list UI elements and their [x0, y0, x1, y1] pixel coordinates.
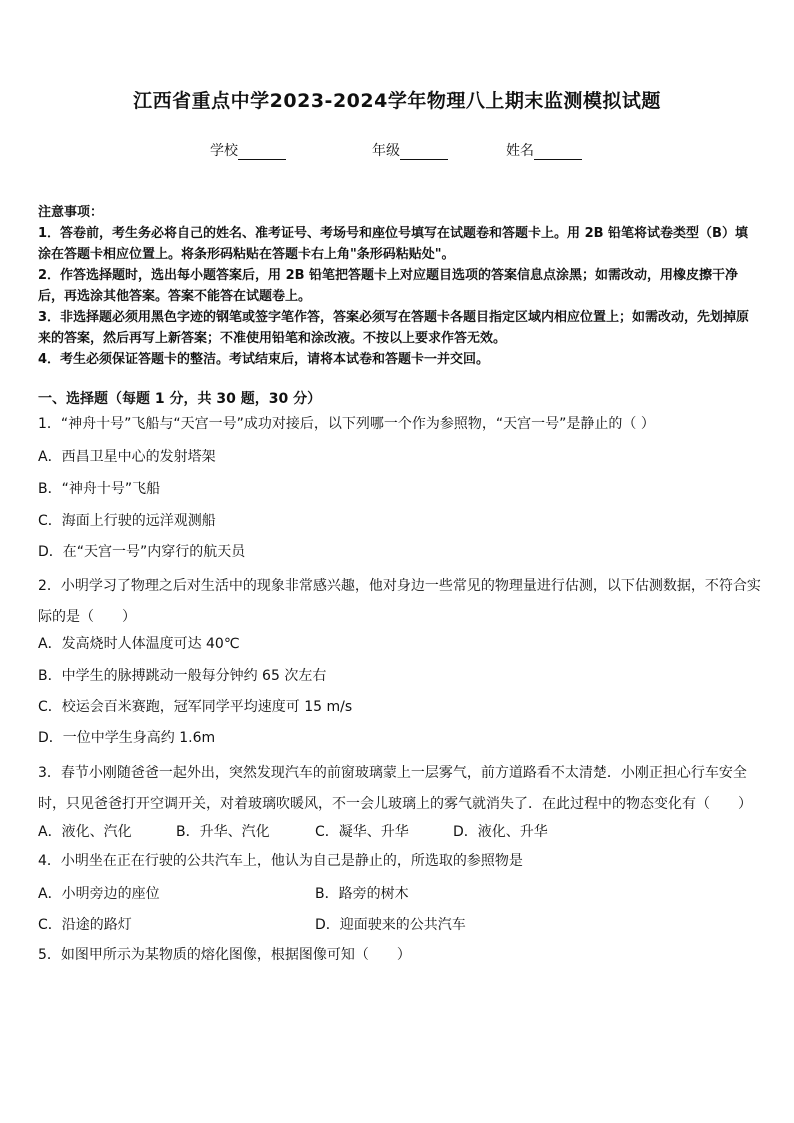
question-2-option-c: C．校运会百米赛跑，冠军同学平均速度可 15 m/s — [38, 699, 353, 715]
question-2-option-a: A．发高烧时人体温度可达 40℃ — [38, 636, 240, 652]
school-field — [210, 140, 286, 160]
question-3-option-a: A．液化、汽化 — [38, 824, 132, 840]
question-3-option-d: D．液化、升华 — [453, 824, 548, 840]
school-label: 学校 — [210, 143, 238, 159]
notes-heading: 注意事项： — [38, 205, 104, 220]
question-1-option-b: B．“神舟十号”飞船 — [38, 481, 161, 497]
question-5-stem: 5．如图甲所示为某物质的熔化图像，根据图像可知（ ） — [38, 947, 411, 963]
note-item: 3．非选择题必须用黑色字迹的钢笔或签字笔作答，答案必须写在答题卡各题目指定区域内相应位置上；如需改动，先划掉原来的答案，然后再写上新答案；不准使用铅笔和涂改液。不按以上要求作答无效。 — [38, 310, 750, 346]
question-3-stem: 3．春节小刚随爸爸一起外出，突然发现汽车的前窗玻璃蒙上一层雾气，前方道路看不太清楚．小刚正担心行车安全时，只见爸爸打开空调开关，对着玻璃吹暖风，不一会儿玻璃上的雾气就消失了．在此过程中的物态变化有（ ） — [38, 765, 752, 812]
grade-label: 年级 — [372, 143, 400, 159]
name-field — [506, 140, 582, 160]
note-item: 4．考生必须保证答题卡的整洁。考试结束后，请将本试卷和答题卡一并交回。 — [38, 352, 490, 367]
question-1-stem: 1．“神舟十号”飞船与“天宫一号”成功对接后，以下列哪一个作为参照物，“天宫一号”是静止的（ ） — [38, 416, 655, 432]
section-heading: 一、选择题（每题 1 分，共 30 题，30 分） — [38, 391, 322, 407]
grade-blank — [400, 145, 448, 160]
question-4-option-c: C．沿途的路灯 — [38, 917, 132, 933]
question-4-option-b: B．路旁的树木 — [315, 886, 409, 902]
notes-block — [38, 202, 758, 370]
note-item: 1．答卷前，考生务必将自己的姓名、准考证号、考场号和座位号填写在试题卷和答题卡上。用 2B 铅笔将试卷类型（B）填涂在答题卡相应位置上。将条形码粘贴在答题卡右上角"条形码粘贴处"。 — [38, 226, 748, 262]
question-2-option-d: D．一位中学生身高约 1.6m — [38, 730, 216, 746]
question-3-option-c: C．凝华、升华 — [315, 824, 409, 840]
name-blank — [534, 145, 582, 160]
page-title: 江西省重点中学2023-2024学年物理八上期末监测模拟试题 — [133, 90, 661, 112]
question-4-option-d: D．迎面驶来的公共汽车 — [315, 917, 466, 933]
name-label: 姓名 — [506, 143, 534, 159]
note-item: 2．作答选择题时，选出每小题答案后，用 2B 铅笔把答题卡上对应题目选项的答案信息点涂黑；如需改动，用橡皮擦干净后，再选涂其他答案。答案不能答在试题卷上。 — [38, 268, 739, 304]
question-4-stem: 4．小明坐在正在行驶的公共汽车上，他认为自己是静止的，所选取的参照物是 — [38, 853, 523, 869]
question-3-option-b: B．升华、汽化 — [176, 824, 270, 840]
grade-field — [372, 140, 448, 160]
question-2-stem: 2．小明学习了物理之后对生活中的现象非常感兴趣，他对身边一些常见的物理量进行估测，以下估测数据，不符合实际的是（ ） — [38, 578, 761, 625]
question-1-option-c: C．海面上行驶的远洋观测船 — [38, 513, 216, 529]
school-blank — [238, 145, 286, 160]
question-4-option-a: A．小明旁边的座位 — [38, 886, 160, 902]
question-1-option-a: A．西昌卫星中心的发射塔架 — [38, 449, 216, 465]
question-2-option-b: B．中学生的脉搏跳动一般每分钟约 65 次左右 — [38, 668, 327, 684]
question-1-option-d: D．在“天宫一号”内穿行的航天员 — [38, 544, 246, 560]
